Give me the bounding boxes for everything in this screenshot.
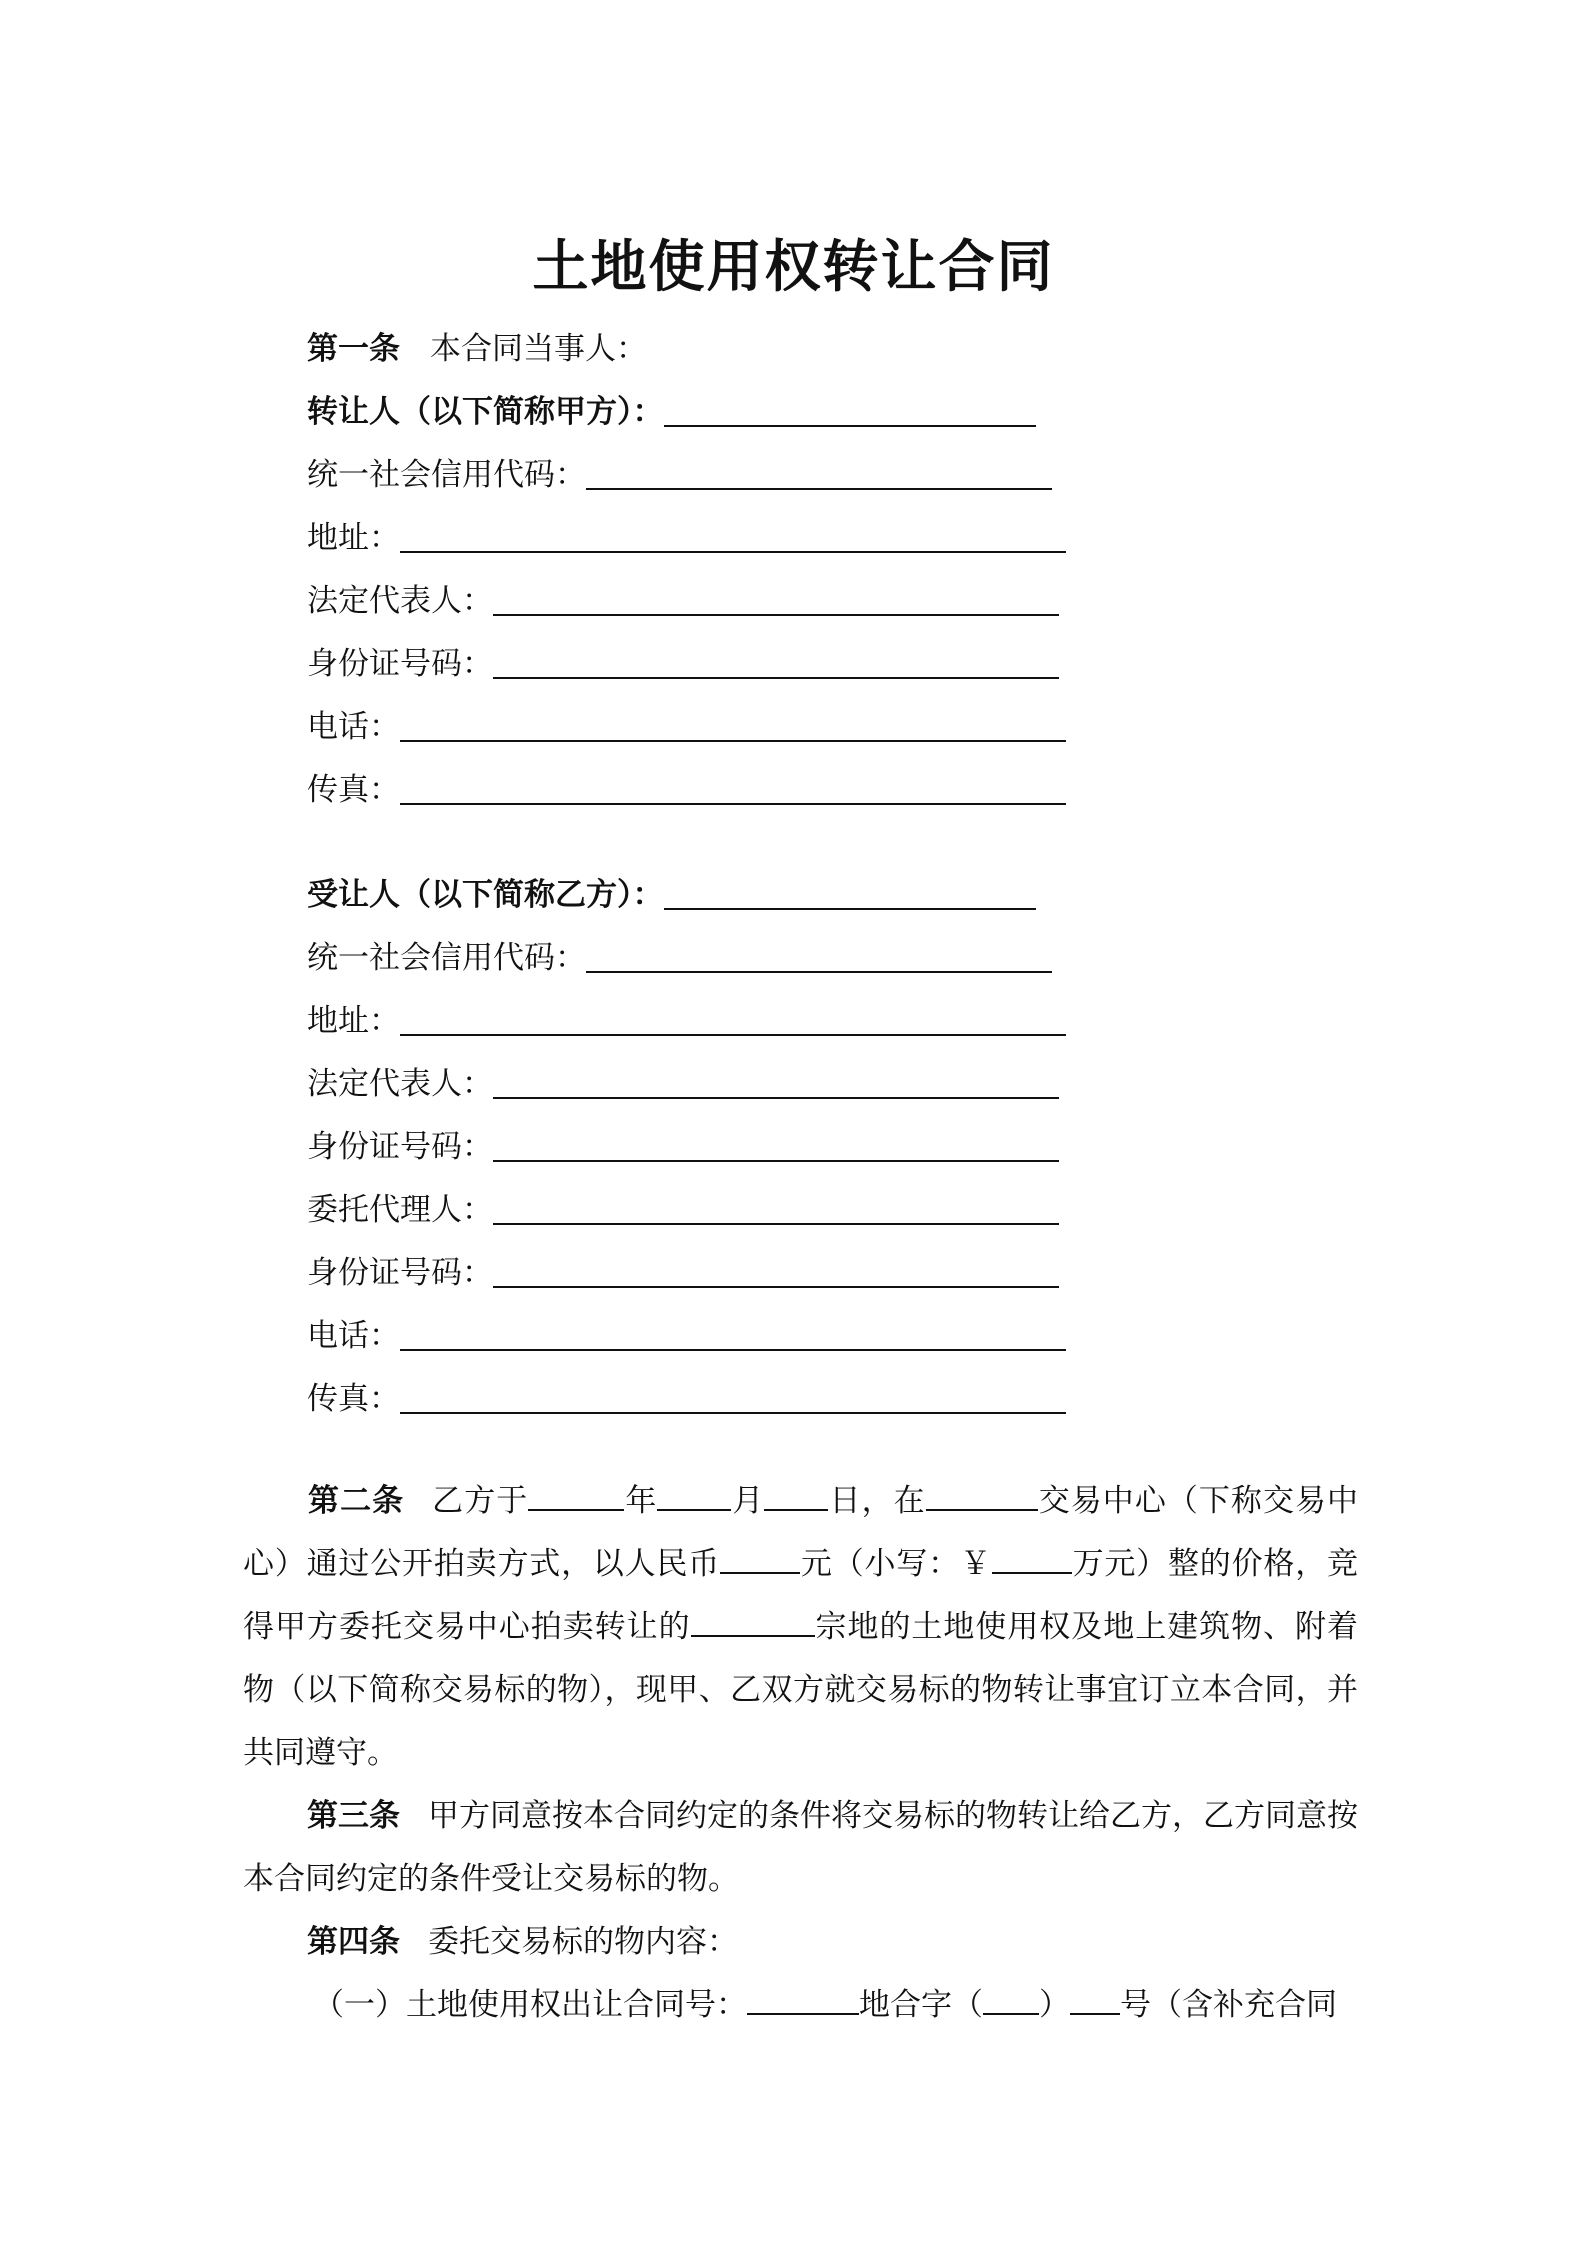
document-title: 土地使用权转让合同 — [532, 235, 1055, 300]
article-4-text: 委托交易标的物内容： — [428, 1924, 738, 1960]
party-a-fax-line[interactable] — [400, 803, 1066, 805]
party-a-heading-row — [307, 385, 1036, 435]
exchange-center-blank[interactable] — [926, 1481, 1038, 1511]
party-b-field-row — [307, 1246, 1059, 1296]
party-a-field-row — [307, 637, 1059, 687]
price-wanyuan-blank[interactable] — [992, 1544, 1072, 1574]
contract-year-blank[interactable] — [983, 1985, 1039, 2015]
item-1-text: ） — [1039, 1987, 1070, 2023]
item-1-text: （一）土地使用权出让合同号： — [313, 1987, 747, 2023]
day-blank[interactable] — [764, 1481, 828, 1511]
party-b-fax-label: 传真： — [307, 1381, 400, 1417]
article-4 — [243, 1911, 1358, 1974]
party-a-legal-rep-line[interactable] — [493, 614, 1059, 616]
party-b-field-row — [307, 1057, 1059, 1107]
party-a-phone-label: 电话： — [307, 709, 400, 745]
article-2-text: 日，在 — [828, 1483, 926, 1519]
price-yuan-blank[interactable] — [720, 1544, 800, 1574]
party-a-id-label: 身份证号码： — [307, 646, 493, 682]
party-b-agent-line[interactable] — [493, 1223, 1059, 1225]
party-b-id-line[interactable] — [493, 1160, 1059, 1162]
month-blank[interactable] — [657, 1481, 731, 1511]
party-b-phone-line[interactable] — [400, 1349, 1066, 1351]
article-2-text: 交易中心（下称交易中心）通过公开拍卖方式，以人民币 — [243, 1483, 1359, 1582]
party-a-field-row — [307, 700, 1066, 750]
article-2-text: 元（小写：￥ — [800, 1546, 992, 1582]
contract-number-blank[interactable] — [747, 1985, 859, 2015]
article-1-text: 本合同当事人： — [430, 331, 647, 367]
party-a-legal-rep-label: 法定代表人： — [307, 583, 493, 619]
article-1-head: 第一条 — [307, 331, 400, 367]
party-a-address-label: 地址： — [307, 520, 400, 556]
party-b-agent-id-line[interactable] — [493, 1286, 1059, 1288]
party-a-credit-code-line[interactable] — [586, 488, 1052, 490]
party-b-legal-rep-line[interactable] — [493, 1097, 1059, 1099]
item-1-text: 号（含补充合同 — [1120, 1987, 1337, 2023]
party-b-agent-id-label: 身份证号码： — [307, 1255, 493, 1291]
party-b-field-row — [307, 1183, 1059, 1233]
party-a-address-line[interactable] — [400, 551, 1066, 553]
party-a-name-line[interactable] — [664, 425, 1036, 427]
party-b-heading: 受让人（以下简称乙方）： — [307, 877, 664, 913]
party-b-agent-label: 委托代理人： — [307, 1192, 493, 1228]
article-3-head: 第三条 — [307, 1798, 400, 1834]
party-b-field-row — [307, 931, 1052, 981]
year-blank[interactable] — [528, 1481, 624, 1511]
party-b-address-label: 地址： — [307, 1003, 400, 1039]
party-a-id-line[interactable] — [493, 677, 1059, 679]
party-b-field-row — [307, 1372, 1066, 1422]
article-3-text: 甲方同意按本合同约定的条件将交易标的物转让给乙方，乙方同意按本合同约定的条件受让交易标的物。 — [243, 1798, 1358, 1897]
party-b-id-label: 身份证号码： — [307, 1129, 493, 1165]
article-2-text: 万元）整的价格，竞得甲方委托交易中心拍卖转让的 — [243, 1546, 1359, 1645]
party-a-phone-line[interactable] — [400, 740, 1066, 742]
article-2-head: 第二条 — [307, 1483, 405, 1519]
party-a-field-row — [307, 448, 1052, 498]
party-b-fax-line[interactable] — [400, 1412, 1066, 1414]
party-b-legal-rep-label: 法定代表人： — [307, 1066, 493, 1102]
article-3 — [243, 1785, 1358, 1911]
party-b-credit-code-label: 统一社会信用代码： — [307, 940, 586, 976]
party-b-field-row — [307, 1120, 1059, 1170]
party-a-field-row — [307, 763, 1066, 813]
article-4-item-1 — [243, 1974, 1358, 2037]
article-2-text: 年 — [624, 1483, 658, 1519]
item-1-text: 地合字（ — [859, 1987, 983, 2023]
article-4-head: 第四条 — [307, 1924, 400, 1960]
party-a-field-row — [307, 511, 1066, 561]
party-b-name-line[interactable] — [664, 908, 1036, 910]
party-a-field-row — [307, 574, 1059, 624]
party-b-field-row — [307, 994, 1066, 1044]
article-2-text: 宗地的土地使用权及地上建筑物、附着物（以下简称交易标的物），现甲、乙双方就交易标的物转让事宜订立本合同，并共同遵守。 — [243, 1609, 1358, 1771]
party-a-fax-label: 传真： — [307, 772, 400, 808]
parcel-blank[interactable] — [691, 1607, 815, 1637]
article-2 — [243, 1470, 1358, 1785]
article-1 — [307, 322, 647, 372]
contract-no-blank[interactable] — [1070, 1985, 1120, 2015]
article-2-text: 乙方于 — [432, 1483, 529, 1519]
party-b-field-row — [307, 1309, 1066, 1359]
party-b-phone-label: 电话： — [307, 1318, 400, 1354]
party-b-address-line[interactable] — [400, 1034, 1066, 1036]
party-a-credit-code-label: 统一社会信用代码： — [307, 457, 586, 493]
article-2-text: 月 — [731, 1483, 765, 1519]
party-b-heading-row — [307, 868, 1036, 918]
party-b-credit-code-line[interactable] — [586, 971, 1052, 973]
party-a-heading: 转让人（以下简称甲方）： — [307, 394, 664, 430]
